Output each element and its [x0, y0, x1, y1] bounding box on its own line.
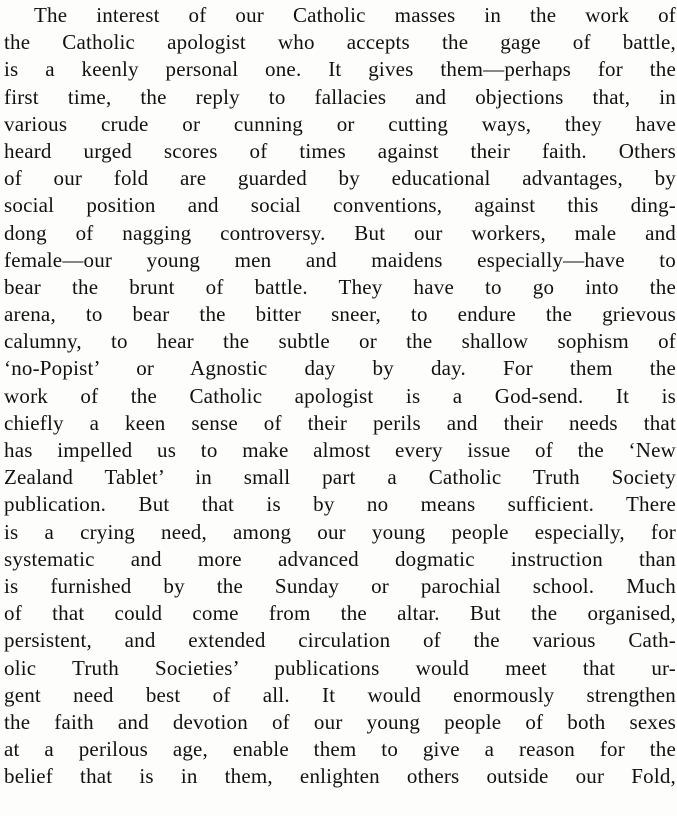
text-line: bear the brunt of battle. They have to go into the: [4, 274, 676, 299]
text-line: the faith and devotion of our young people of both sexes: [4, 709, 676, 734]
text-line: arena, to bear the bitter sneer, to endure the grievous: [4, 302, 676, 327]
text-line: is furnished by the Sunday or parochial school. Much: [4, 573, 676, 598]
text-line: heard urged scores of times against their faith. Others: [4, 138, 676, 163]
text-line: systematic and more advanced dogmatic instruction than: [4, 546, 676, 571]
text-line: has impelled us to make almost every issue of the ‘New: [4, 438, 676, 462]
text-line: first time, the reply to fallacies and objections that, in: [4, 84, 676, 109]
article-paragraph: [4, 2, 676, 790]
text-line: calumny, to hear the subtle or the shallow sophism of: [4, 329, 676, 354]
text-line: ‘no-Popist’ or Agnostic day by day. For them the: [4, 356, 676, 381]
text-line: dong of nagging controversy. But our workers, male and: [4, 220, 676, 245]
text-line: of our fold are guarded by educational advantages, by: [4, 166, 676, 191]
text-line: Zealand Tablet’ in small part a Catholic Truth Society: [4, 465, 676, 490]
text-line: is a crying need, among our young people especially, for: [4, 519, 676, 544]
text-line: social position and social conventions, against this ding-: [4, 193, 676, 218]
text-line: persistent, and extended circulation of the various Cath-: [4, 628, 676, 653]
text-line: of that could come from the altar. But the organised,: [4, 601, 676, 626]
text-line: female—our young men and maidens especially—have to: [4, 247, 676, 272]
text-line: is a keenly personal one. It gives them—perhaps for the: [4, 57, 676, 82]
text-line: gent need best of all. It would enormously strengthen: [4, 682, 676, 707]
text-line: the Catholic apologist who accepts the gage of battle,: [4, 30, 676, 55]
text-line: work of the Catholic apologist is a God-send. It is: [4, 383, 676, 408]
text-line: publication. But that is by no means sufficient. There: [4, 492, 676, 517]
text-line: various crude or cunning or cutting ways, they have: [4, 111, 676, 136]
text-line: chiefly a keen sense of their perils and their needs that: [4, 410, 676, 435]
text-line: The interest of our Catholic masses in the work of: [34, 3, 676, 27]
text-line: olic Truth Societies’ publications would meet that ur-: [4, 655, 676, 680]
text-line: at a perilous age, enable them to give a reason for the: [4, 737, 676, 762]
text-line: belief that is in them, enlighten others outside our Fold,: [4, 764, 676, 789]
